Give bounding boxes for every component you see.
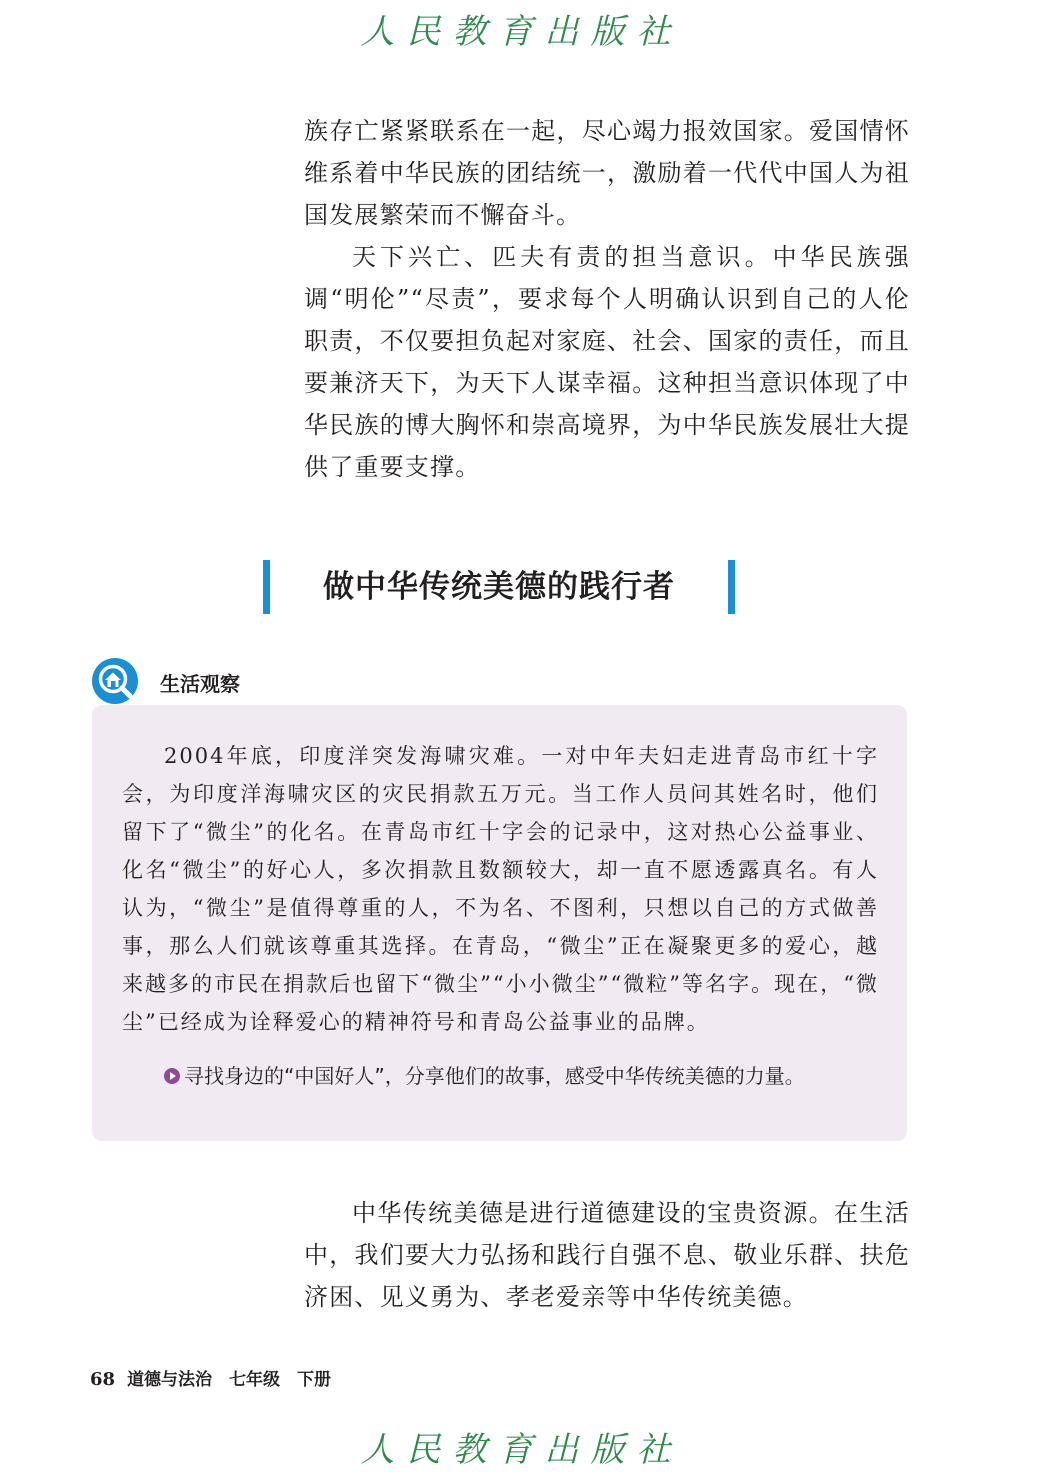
observation-story: 2004年底，印度洋突发海啸灾难。一对中年夫妇走进青岛市红十字会，为印度洋海啸灾区的灾民捐款五万元。当工作人员问其姓名时，他们留下了“微尘”的化名。在青岛市红十字会的记录中，这对热心公益事业、化名“微尘”的好心人，多次捐款且数额较大，却一直不愿透露真名。有人认为，“微尘”是值得尊重的人，不为名、不图利，只想以自己的方式做善事，那么人们就该尊重其选择。在青岛，“微尘”正在凝聚更多的爱心，越来越多的市民在捐款后也留下“微尘”“小小微尘”“微粒”等名字。现在，“微尘”已经成为诠释爱心的精神符号和青岛公益事业的品牌。 — [122, 744, 879, 1034]
body-text-block-3 — [304, 1192, 910, 1318]
page-footer — [90, 1366, 331, 1394]
book-title: 道德与法治 七年级 下册 — [127, 1370, 332, 1390]
task-text: 寻找身边的“中国好人”，分享他们的故事，感受中华传统美德的力量。 — [184, 1064, 805, 1088]
observation-task — [164, 1061, 884, 1091]
publisher-logo-bottom: 人民教育出版社 — [360, 1430, 683, 1470]
observation-magnifier-house-icon — [92, 658, 138, 704]
section-heading — [263, 560, 735, 614]
heading-bar-right — [728, 560, 735, 614]
paragraph-responsibility: 天下兴亡、匹夫有责的担当意识。中华民族强调“明伦”“尽责”，要求每个人明确认识到自己的人伦职责，不仅要担负起对家庭、社会、国家的责任，而且要兼济天下，为天下人谋幸福。这种担当意识体现了中华民族的博大胸怀和崇高境界，为中华民族发展壮大提供了重要支撑。 — [304, 243, 910, 481]
section-title: 做中华传统美德的践行者 — [323, 569, 675, 605]
play-arrow-icon — [164, 1068, 180, 1084]
observation-box — [92, 705, 907, 1141]
paragraph-continuation: 族存亡紧紧联系在一起，尽心竭力报效国家。爱国情怀维系着中华民族的团结统一，激励着一代代中国人为祖国发展繁荣而不懈奋斗。 — [304, 117, 910, 229]
page-number: 68 — [90, 1369, 116, 1390]
observation-label: 生活观察 — [160, 672, 240, 696]
paragraph-virtues: 中华传统美德是进行道德建设的宝贵资源。在生活中，我们要大力弘扬和践行自强不息、敬业乐群、扶危济困、见义勇为、孝老爱亲等中华传统美德。 — [304, 1199, 910, 1311]
body-text-block-1 — [304, 110, 910, 488]
publisher-logo-top: 人民教育出版社 — [360, 12, 683, 52]
